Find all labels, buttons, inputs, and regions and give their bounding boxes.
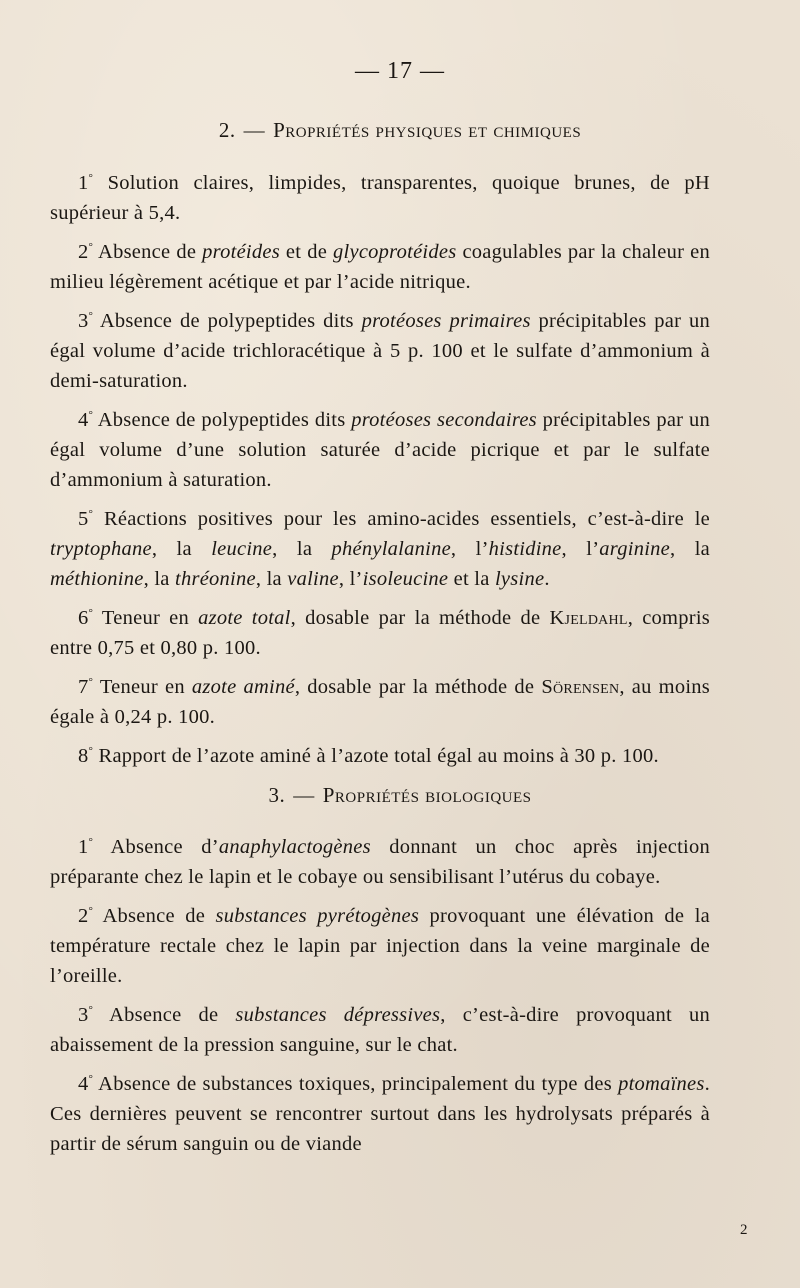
item-text: Absence de polypeptides dits	[97, 409, 352, 431]
item-text: Rapport de l’azote aminé à l’azote total égal au moins à 30 p. 100.	[98, 745, 659, 767]
italic-term: anaphylactogènes	[218, 836, 371, 858]
section-3-number: 3.	[268, 783, 286, 807]
item-text: et la	[448, 568, 495, 590]
italic-term: tryptophane	[50, 538, 152, 560]
author-name: Sörensen	[541, 676, 620, 698]
item-number: 8	[78, 745, 89, 767]
item-text: , l’	[338, 568, 363, 590]
section2-item: 7° Teneur en azote aminé, dosable par la méthode de Sörensen, au moins égale à 0,24 p. 100.	[50, 676, 711, 728]
item-number: 2	[78, 905, 89, 927]
item-text: , c’est-à-dire provoquant un abaissement de la pression sanguine, sur le chat.	[50, 1004, 710, 1056]
section-2-title: Propriétés physiques et chimiques	[273, 118, 582, 142]
signature-mark: 2	[740, 1222, 748, 1238]
section-3-title: Propriétés biologiques	[322, 783, 532, 807]
item-text: , la	[143, 568, 176, 590]
item-text: Absence de substances toxiques, principalement du type des	[98, 1073, 619, 1095]
item-text: , dosable par la méthode de	[294, 676, 542, 698]
italic-term: azote total	[198, 607, 291, 629]
item-text: coagulables par la chaleur en milieu légèrement acétique et par l’acide nitrique.	[50, 241, 711, 293]
section2-item: 4° Absence de polypeptides dits protéoses secondaires précipitables par un égal volume d’une solution saturée d’acide picrique et par le sulfate d’ammonium à saturation.	[50, 409, 710, 491]
section3-item: 3° Absence de substances dépressives, c’est-à-dire provoquant un abaissement de la pression sanguine, sur le chat.	[50, 1004, 710, 1056]
section2-item: 2° Absence de protéides et de glycoprotéides coagulables par la chaleur en milieu légèrement acétique et par l’acide nitrique.	[50, 241, 711, 293]
italic-term: substances dépressives	[235, 1004, 441, 1026]
italic-term: substances pyrétogènes	[215, 905, 420, 927]
item-text: Absence de polypeptides dits	[99, 310, 362, 332]
section2-item: 6° Teneur en azote total, dosable par la méthode de Kjeldahl, compris entre 0,75 et 0,80 p. 100.	[50, 607, 711, 659]
item-text: Teneur en	[99, 676, 192, 698]
section-2-dash: —	[243, 118, 266, 142]
item-number: 4	[78, 1073, 89, 1095]
italic-term: protéoses secondaires	[351, 409, 537, 431]
italic-term: histidine	[488, 538, 562, 560]
item-text: donnant un choc après injection préparante chez le lapin et le cobaye ou sensibilisant l’utérus du cobaye.	[50, 836, 710, 888]
page-number: — 17 —	[355, 58, 445, 84]
item-number: 5	[78, 508, 89, 530]
item-text: .	[544, 568, 550, 590]
item-number: 1	[78, 836, 89, 858]
item-text: précipitables par un égal volume d’acide trichloracétique à 5 p. 100 et le sulfate d’ammonium à demi-saturation.	[50, 310, 710, 392]
item-number: 2	[78, 241, 89, 263]
item-text: , l’	[561, 538, 600, 560]
item-text: , la	[151, 538, 212, 560]
item-text: , dosable par la méthode de	[290, 607, 550, 629]
italic-term: protéides	[202, 241, 280, 263]
item-number: 6	[78, 607, 89, 629]
item-text: , l’	[450, 538, 489, 560]
item-text: Réactions positives pour les amino-acides essentiels, c’est-à-dire le	[103, 508, 710, 530]
italic-term: arginine	[599, 538, 670, 560]
item-text: Solution claires, limpides, transparentes, quoique brunes, de pH supérieur à 5,4.	[50, 172, 710, 224]
item-text: et de	[279, 241, 334, 263]
section2-item: 8° Rapport de l’azote aminé à l’azote total égal au moins à 30 p. 100.	[78, 745, 659, 767]
italic-term: valine	[287, 568, 339, 590]
item-text: Absence de	[98, 241, 203, 263]
italic-term: méthionine	[50, 568, 144, 590]
italic-term: isoleucine	[362, 568, 449, 590]
item-text: Teneur en	[101, 607, 199, 629]
item-text: , la	[255, 568, 288, 590]
item-text: , compris entre 0,75 et 0,80 p. 100.	[50, 607, 711, 659]
italic-term: leucine	[211, 538, 273, 560]
italic-term: azote aminé	[191, 676, 295, 698]
item-text: précipitables par un égal volume d’une solution saturée d’acide picrique et par le sulfate d’ammonium à saturation.	[50, 409, 710, 491]
item-number: 3	[78, 1004, 89, 1026]
italic-term: glycoprotéides	[333, 241, 457, 263]
author-name: Kjeldahl	[549, 607, 628, 629]
section-3-heading	[0, 783, 800, 808]
section3-item: 2° Absence de substances pyrétogènes provoquant une élévation de la température rectale chez le lapin par injection dans la veine marginale de l’oreille.	[50, 905, 710, 987]
italic-term: phénylalanine	[331, 538, 451, 560]
section-2-number: 2.	[218, 118, 236, 142]
item-number: 1	[78, 172, 89, 194]
section-3-dash: —	[293, 783, 315, 807]
item-text: provoquant une élévation de la température rectale chez le lapin par injection dans la veine marginale de l’oreille.	[50, 905, 710, 987]
item-text: Absence de	[109, 1004, 236, 1026]
item-text: , la	[670, 538, 711, 560]
item-number: 7	[78, 676, 89, 698]
section2-item: 3° Absence de polypeptides dits protéoses primaires précipitables par un égal volume d’acide trichloracétique à 5 p. 100 et le sulfate d’ammonium à demi-saturation.	[50, 310, 710, 392]
section2-item: 5° Réactions positives pour les amino-acides essentiels, c’est-à-dire le tryptophane, la leucine, la phénylalanine, l’histidine, l’arginine, la méthionine, la thréonine, la valine, l’isoleucine et la lysine.	[50, 508, 711, 590]
item-number: 4	[78, 409, 89, 431]
italic-term: protéoses primaires	[361, 310, 531, 332]
item-text: Absence de	[102, 905, 216, 927]
section-2-heading	[0, 118, 800, 143]
item-text: , au moins égale à 0,24 p. 100.	[50, 676, 711, 728]
item-number: 3	[78, 310, 89, 332]
section-3-body	[50, 827, 710, 1159]
section2-item: 1° Solution claires, limpides, transparentes, quoique brunes, de pH supérieur à 5,4.	[50, 172, 710, 224]
item-text: , la	[272, 538, 332, 560]
item-text: . Ces dernières peuvent se rencontrer surtout dans les hydrolysats préparés à partir de sérum sanguin ou de viande	[50, 1073, 710, 1155]
section-2-body	[50, 163, 710, 771]
item-text: Absence d’	[110, 836, 219, 858]
italic-term: thréonine	[175, 568, 256, 590]
section3-item: 1° Absence d’anaphylactogènes donnant un choc après injection préparante chez le lapin et le cobaye ou sensibilisant l’utérus du cobaye.	[50, 836, 710, 888]
italic-term: lysine	[494, 568, 545, 590]
italic-term: ptomaïnes	[618, 1073, 705, 1095]
section3-item: 4° Absence de substances toxiques, principalement du type des ptomaïnes. Ces dernières peuvent se rencontrer surtout dans les hydrolysats préparés à partir de sérum sanguin ou de viande	[50, 1073, 710, 1155]
